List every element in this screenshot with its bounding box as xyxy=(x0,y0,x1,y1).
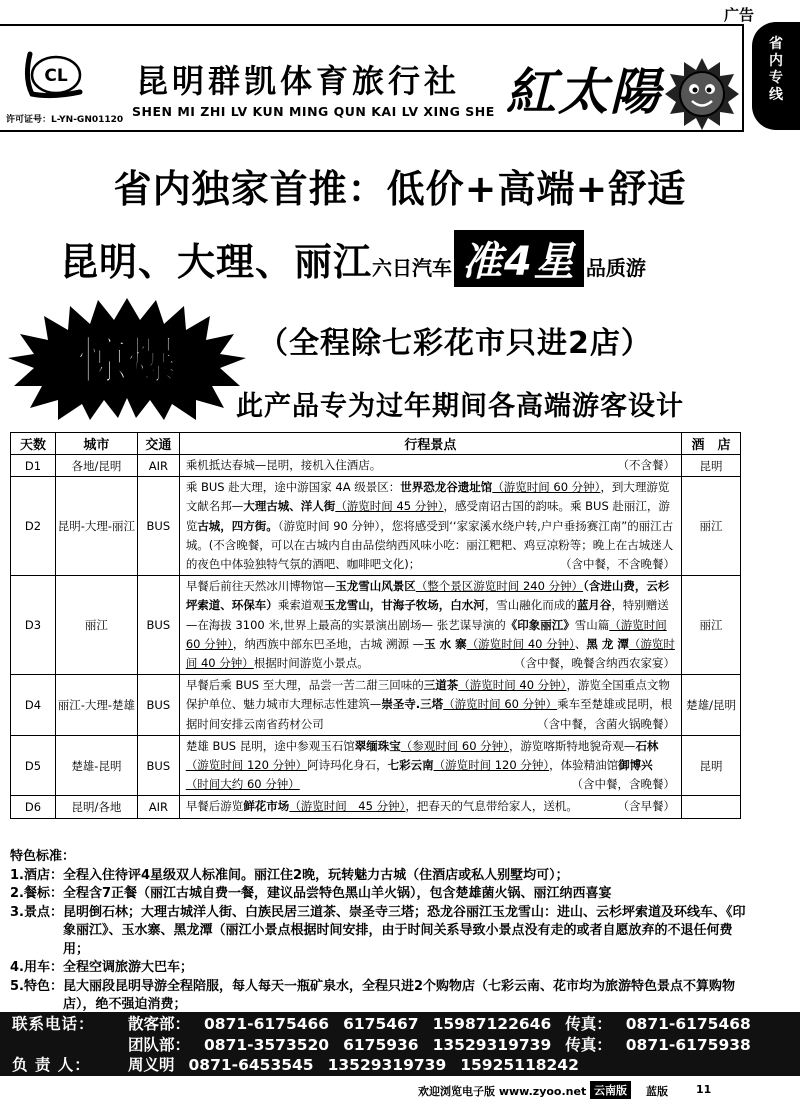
feature-label: 4.用车： xyxy=(10,960,63,975)
phone: 0871-6175466 xyxy=(204,1015,330,1033)
day-cell: D4 xyxy=(11,675,56,736)
fax-label: 传真： xyxy=(565,1015,612,1033)
phone: 13529319739 xyxy=(432,1035,552,1054)
table-row xyxy=(11,735,741,796)
itinerary-cell xyxy=(179,735,681,796)
duration: （时间大约 60 分钟） xyxy=(185,777,300,792)
attraction: 大理古城、洋人街 xyxy=(243,499,336,514)
text: 乘 BUS 赴大理，途中游国家 4A 级景区： xyxy=(185,480,401,495)
phone: 0871-3573520 xyxy=(204,1035,330,1054)
attraction: 古城，四方街。 xyxy=(197,518,278,533)
contact-row-manager xyxy=(12,1055,800,1076)
transport-cell: BUS xyxy=(137,735,179,796)
city-cell: 各地/昆明 xyxy=(55,455,137,477)
duration: （游览时间 40 分钟） xyxy=(185,636,675,671)
product-tagline: 此产品专为过年期间各高端游客设计 xyxy=(236,391,684,422)
table-row xyxy=(11,675,741,736)
col-day: 天数 xyxy=(11,433,56,455)
col-city: 城市 xyxy=(55,433,137,455)
text: 楚雄 BUS 昆明，途中参观玉石馆 xyxy=(185,738,355,753)
duration: （游览时间 40 分钟） xyxy=(458,678,567,693)
feature-item xyxy=(10,978,750,1015)
features-section xyxy=(10,848,750,1015)
star-badge: 准4星 xyxy=(454,230,584,287)
attraction: 黑 龙 潭 xyxy=(586,636,629,651)
transport-cell: BUS xyxy=(137,675,179,736)
table-row xyxy=(11,455,741,477)
side-tab-char: 省 xyxy=(769,36,783,52)
side-tab-char: 线 xyxy=(769,87,783,103)
text: 早餐后游览 xyxy=(185,799,244,814)
phone: 13529319739 xyxy=(327,1056,447,1074)
company-name: 昆明群凯体育旅行社 xyxy=(136,62,461,100)
text: ，特别赠送—在海拔 3100 米,世界上最高的实景演出剧场— 张艺谋导演的 xyxy=(185,598,669,632)
feature-text: 昆明倒石林；大理古城洋人街、白族民居三道茶、崇圣寺三塔；恐龙谷丽江玉龙雪山：进山、云杉坪索道及环线车、《印象丽江》、玉水寨、黑龙潭（丽江小景点根据时间安排，由于时间关系导致小景点没有走的或者自愿放弃的不退任何费用； xyxy=(62,904,746,957)
attraction: 玉龙雪山风景区 xyxy=(335,579,416,594)
starburst-badge xyxy=(6,296,248,422)
text: ，您将感受到‘‘家家溪水绕户转,户户垂扬赛江南”的丽江古城。(不含晚餐，可以在古城内自由品偿纳西风味小吃：丽江粑粑、鸡豆凉粉等；晚上在古城迷人的夜色中体验独特气氛的酒吧、咖啡吧文化)； xyxy=(185,518,674,572)
meal-note: （含中餐，晚餐含纳西农家宴） xyxy=(514,656,676,671)
brand-name: 紅太陽 xyxy=(506,62,662,121)
itinerary-text: 乘机抵达春城—昆明，接机入住酒店。 xyxy=(185,458,382,472)
features-title: 特色标准： xyxy=(10,849,76,864)
manager-label: 负 责 人： xyxy=(12,1056,91,1074)
day-cell: D3 xyxy=(11,576,56,675)
feature-label: 5.特色： xyxy=(10,978,63,994)
hotel-cell xyxy=(682,796,741,818)
agency-header xyxy=(0,24,744,132)
phone: 15987122646 xyxy=(432,1015,552,1033)
itinerary-cell xyxy=(179,455,681,477)
city-cell: 丽江 xyxy=(55,576,137,675)
hotel-cell: 丽江 xyxy=(682,576,741,675)
logo-text: CL xyxy=(44,66,68,86)
attraction: 御博兴 xyxy=(618,758,653,773)
side-tab-char: 内 xyxy=(769,53,783,69)
duration: （参观时间 60 分钟） xyxy=(400,738,509,753)
starburst-text: 惊爆 xyxy=(77,332,177,390)
duration: （游览时间 60 分钟） xyxy=(492,480,601,495)
table-header-row xyxy=(11,433,741,455)
route-suffix: 品质游 xyxy=(585,256,646,280)
attraction: 三道茶 xyxy=(423,678,459,693)
meal-note: （含中餐，含晚餐） xyxy=(571,777,676,792)
fax-label: 传真： xyxy=(565,1035,612,1054)
meal-note: （含早餐） xyxy=(617,799,676,814)
duration: （游览时间 90 分钟） xyxy=(277,518,381,533)
attraction: 世界恐龙谷遗址馆 xyxy=(400,480,493,495)
meal-note: （含中餐，含菌火锅晚餐） xyxy=(537,716,676,731)
dept-label: 散客部： xyxy=(128,1015,191,1033)
duration: （游览时间 40 分钟） xyxy=(466,636,575,651)
col-transport: 交通 xyxy=(137,433,179,455)
manager-name: 周义明 xyxy=(128,1056,175,1074)
duration: （游览时间 60 分钟） xyxy=(443,697,558,712)
meal-note: （含中餐，不含晚餐） xyxy=(560,557,676,572)
feature-item xyxy=(10,867,750,886)
phone: 6175936 xyxy=(343,1035,419,1054)
duration: （游览时间 120 分钟） xyxy=(185,758,308,773)
permit-number: 许可证号：L-YN-GN01120 xyxy=(6,115,124,125)
day-cell: D6 xyxy=(11,796,56,818)
feature-text: 全程含7正餐（丽江古城自费一餐，建议品尝特色黑山羊火锅），包含楚雄菌火锅、丽江纳西喜宴 xyxy=(62,886,612,901)
headline-route xyxy=(60,230,646,287)
col-hotel: 酒 店 xyxy=(682,433,741,455)
hotel-cell: 昆明 xyxy=(682,455,741,477)
contact-row-group xyxy=(12,1035,800,1056)
transport-cell: AIR xyxy=(137,796,179,818)
route-cities: 昆明、大理、丽江 xyxy=(60,240,373,284)
attraction: 玉龙雪山，甘海子牧场，白水河 xyxy=(323,598,485,613)
text: 乘车至楚雄或昆明，根据时间安排云南省药材公司 xyxy=(185,697,673,731)
phone: 6175467 xyxy=(343,1015,419,1033)
feature-text: 全程空调旅游大巴车； xyxy=(62,960,193,975)
route-trip-type: 六日汽车 xyxy=(372,256,453,280)
attraction: 《印象丽江》 xyxy=(505,617,575,632)
duration: （游览时间 45 分钟） xyxy=(335,499,444,514)
feature-text: 昆大丽段昆明导游全程陪服，每人每天一瓶矿泉水，全程只进2个购物店（七彩云南、花市均为旅游特色景点不算购物店），绝不强迫消费； xyxy=(62,978,736,1012)
itinerary-cell xyxy=(179,796,681,818)
attraction: （含进山费，云杉坪索道、环保车） xyxy=(185,579,670,613)
dept-label: 团队部： xyxy=(128,1035,191,1054)
text: ，雪山融化而成的 xyxy=(484,598,577,613)
attraction: 七彩云南 xyxy=(387,758,434,773)
duration: （游览时间 60 分钟） xyxy=(185,617,667,651)
table-row xyxy=(11,477,741,576)
text: ，把春天的气息带给家人，送机。 xyxy=(405,799,578,814)
phone: 0871-6453545 xyxy=(188,1056,314,1074)
table-row xyxy=(11,576,741,675)
city-cell: 昆明-大理-丽江 xyxy=(55,477,137,576)
city-cell: 昆明/各地 xyxy=(55,796,137,818)
text: ，游览全国重点文物保护单位、魅力城市大理标志性建筑— xyxy=(185,678,670,712)
text: ，感受南诏古国的韵味。乘 BUS 赴丽江，游览 xyxy=(185,499,670,533)
city-cell: 楚雄-昆明 xyxy=(55,735,137,796)
text: ，到大理游览文献名邦— xyxy=(185,480,670,514)
side-tab-province-route xyxy=(752,22,800,130)
text: 阿诗玛化身石， xyxy=(307,758,388,773)
agency-logo-icon xyxy=(22,48,86,102)
text: 早餐后前往天然冰川博物馆— xyxy=(185,579,336,594)
phone: 15925118242 xyxy=(460,1056,579,1074)
city-cell: 丽江-大理-楚雄 xyxy=(55,675,137,736)
itinerary-cell xyxy=(179,675,681,736)
duration: （游览时间 45 分钟） xyxy=(289,799,406,814)
feature-text: 全程入住待评4星级双人标准间。丽江住2晚，玩转魅力古城（住酒店或私人别墅均可）； xyxy=(62,867,569,883)
transport-cell: BUS xyxy=(137,576,179,675)
table-row xyxy=(11,796,741,818)
fax: 0871-6175468 xyxy=(625,1015,751,1033)
text: ，游览喀斯特地貌奇观— xyxy=(508,738,636,753)
website-note: 欢迎浏览电子版 www.zyoo.net xyxy=(418,1085,587,1098)
meal-note: （不含餐） xyxy=(617,458,676,472)
day-cell: D5 xyxy=(11,735,56,796)
edition-tag: 云南版 xyxy=(590,1081,631,1099)
hotel-cell: 楚雄/昆明 xyxy=(682,675,741,736)
hotel-cell: 丽江 xyxy=(682,477,741,576)
itinerary-table xyxy=(10,432,741,819)
side-tab-char: 专 xyxy=(769,70,783,86)
text: ，体验精油馆 xyxy=(549,758,619,773)
contact-bar xyxy=(0,1012,800,1076)
text: 根据时间游览小景点。 xyxy=(253,656,369,671)
page-footer xyxy=(0,1080,800,1100)
itinerary-cell xyxy=(179,477,681,576)
attraction: 崇圣寺.三塔 xyxy=(381,697,444,712)
ad-label: 广告 xyxy=(723,6,754,24)
transport-cell: BUS xyxy=(137,477,179,576)
text: 雪山篇 xyxy=(574,617,610,632)
attraction: 石林 xyxy=(635,738,659,753)
text: 、 xyxy=(574,636,587,651)
duration: （整个景区游览时间 240 分钟） xyxy=(415,579,584,594)
feature-item xyxy=(10,959,750,978)
sun-mascot-icon xyxy=(664,56,740,132)
transport-cell: AIR xyxy=(137,455,179,477)
duration: （游览时间 120 分钟） xyxy=(433,758,550,773)
text: ，纳西族中部东巴圣地，古城 溯源 — xyxy=(232,636,425,651)
text: 早餐后乘 BUS 至大理，品尝一苦二甜三回味的 xyxy=(185,678,424,693)
headline-exclusive: 省内独家首推：低价+高端+舒适 xyxy=(113,167,687,211)
col-itinerary: 行程景点 xyxy=(179,433,681,455)
company-pinyin: SHEN MI ZHI LV KUN MING QUN KAI LV XING SHE xyxy=(132,104,495,119)
hotel-cell: 昆明 xyxy=(682,735,741,796)
day-cell: D2 xyxy=(11,477,56,576)
contact-row-retail xyxy=(12,1014,800,1035)
contact-label: 联系电话： xyxy=(12,1015,95,1033)
itinerary-cell xyxy=(179,576,681,675)
feature-label: 3.景点： xyxy=(10,904,63,920)
feature-item xyxy=(10,885,750,904)
attraction: 鲜花市场 xyxy=(243,799,290,814)
attraction: 蓝月谷 xyxy=(576,598,612,613)
shopping-note: （全程除七彩花市只进2店） xyxy=(258,326,652,361)
feature-label: 1.酒店： xyxy=(10,867,63,883)
attraction: 翠缅珠宝 xyxy=(354,738,401,753)
edition-name: 蓝版 xyxy=(646,1085,668,1098)
feature-label: 2.餐标： xyxy=(10,886,63,901)
text: 乘索道观 xyxy=(277,598,324,613)
fax: 0871-6175938 xyxy=(625,1035,751,1054)
day-cell: D1 xyxy=(11,455,56,477)
attraction: 玉 水 寨 xyxy=(424,636,467,651)
feature-item xyxy=(10,904,750,960)
page-number: 11 xyxy=(696,1083,712,1096)
